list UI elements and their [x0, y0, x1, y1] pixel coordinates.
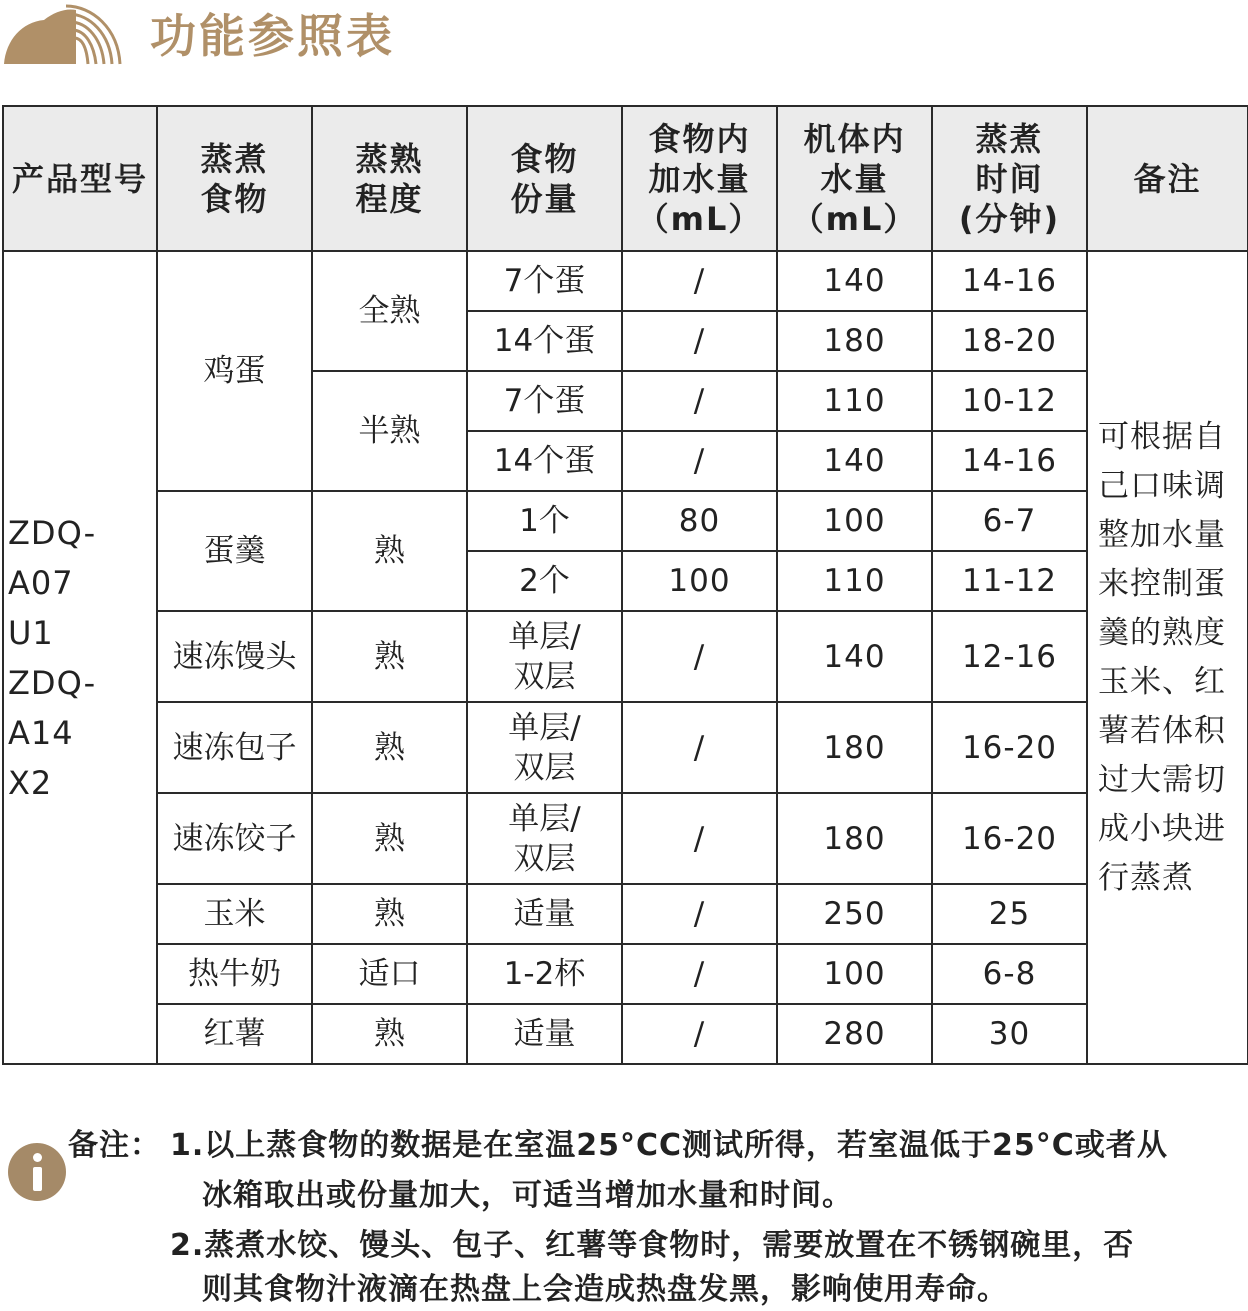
degree-cell: 适口 — [312, 944, 467, 1004]
food-water-cell: / — [622, 1004, 777, 1064]
portion-cell: 7个蛋 — [467, 371, 622, 431]
body-water-cell: 180 — [777, 793, 932, 884]
table-row — [3, 884, 1248, 944]
page-title: 功能参照表 — [150, 9, 395, 63]
degree-cell: 半熟 — [312, 371, 467, 491]
food-water-cell: / — [622, 884, 777, 944]
model-cell: ZDQ-A07 U1 ZDQ-A14 X2 — [3, 251, 157, 1064]
portion-cell: 单层/ 双层 — [467, 702, 622, 793]
food-cell: 蛋羹 — [157, 491, 312, 611]
table-row — [3, 611, 1248, 702]
body-water-cell: 280 — [777, 1004, 932, 1064]
food-water-cell: / — [622, 611, 777, 702]
body-water-cell: 180 — [777, 311, 932, 371]
portion-cell: 适量 — [467, 1004, 622, 1064]
table-row — [3, 491, 1248, 551]
time-cell: 14-16 — [932, 431, 1087, 491]
footnote-1-line-1: 1.以上蒸食物的数据是在室温25°CC测试所得，若室温低于25°C或者从 — [170, 1128, 1168, 1163]
footnote-2-line-2: 则其食物汁液滴在热盘上会造成热盘发黑，影响使用寿命。 — [202, 1272, 1008, 1307]
food-cell: 速冻馒头 — [157, 611, 312, 702]
degree-cell: 熟 — [312, 884, 467, 944]
time-cell: 18-20 — [932, 311, 1087, 371]
body-water-cell: 100 — [777, 491, 932, 551]
degree-cell: 全熟 — [312, 251, 467, 371]
food-water-cell: / — [622, 944, 777, 1004]
footnote-2-line-1: 2.蒸煮水饺、馒头、包子、红薯等食物时，需要放置在不锈钢碗里，否 — [170, 1228, 1135, 1263]
body-water-cell: 100 — [777, 944, 932, 1004]
table-header-row — [3, 106, 1248, 251]
time-cell: 12-16 — [932, 611, 1087, 702]
food-cell: 鸡蛋 — [157, 251, 312, 491]
food-cell: 速冻饺子 — [157, 793, 312, 884]
food-water-cell: 80 — [622, 491, 777, 551]
food-cell: 速冻包子 — [157, 702, 312, 793]
time-cell: 14-16 — [932, 251, 1087, 311]
food-water-cell: / — [622, 371, 777, 431]
brand-logo-icon — [0, 0, 130, 70]
portion-cell: 1-2杯 — [467, 944, 622, 1004]
food-cell: 玉米 — [157, 884, 312, 944]
info-icon — [8, 1143, 66, 1201]
portion-cell: 7个蛋 — [467, 251, 622, 311]
degree-cell: 熟 — [312, 1004, 467, 1064]
food-cell: 热牛奶 — [157, 944, 312, 1004]
portion-cell: 单层/ 双层 — [467, 611, 622, 702]
time-cell: 11-12 — [932, 551, 1087, 611]
body-water-cell: 110 — [777, 551, 932, 611]
degree-cell: 熟 — [312, 611, 467, 702]
portion-cell: 2个 — [467, 551, 622, 611]
table-row — [3, 251, 1248, 311]
header-food: 蒸煮 食物 — [157, 106, 312, 251]
header-model: 产品型号 — [3, 106, 157, 251]
header-degree: 蒸熟 程度 — [312, 106, 467, 251]
portion-cell: 14个蛋 — [467, 311, 622, 371]
table-row — [3, 793, 1248, 884]
degree-cell: 熟 — [312, 793, 467, 884]
food-water-cell: / — [622, 793, 777, 884]
food-water-cell: / — [622, 251, 777, 311]
time-cell: 6-8 — [932, 944, 1087, 1004]
footnote-1-line-2: 冰箱取出或份量加大，可适当增加水量和时间。 — [202, 1178, 853, 1213]
header-portion: 食物 份量 — [467, 106, 622, 251]
header-food-water: 食物内 加水量 （mL） — [622, 106, 777, 251]
portion-cell: 1个 — [467, 491, 622, 551]
time-cell: 10-12 — [932, 371, 1087, 431]
header-body-water: 机体内 水量 （mL） — [777, 106, 932, 251]
header-notes: 备注 — [1087, 106, 1248, 251]
portion-cell: 单层/ 双层 — [467, 793, 622, 884]
degree-cell: 熟 — [312, 491, 467, 611]
body-water-cell: 110 — [777, 371, 932, 431]
time-cell: 6-7 — [932, 491, 1087, 551]
food-water-cell: 100 — [622, 551, 777, 611]
time-cell: 16-20 — [932, 793, 1087, 884]
food-cell: 红薯 — [157, 1004, 312, 1064]
portion-cell: 适量 — [467, 884, 622, 944]
table-row — [3, 1004, 1248, 1064]
table-row — [3, 944, 1248, 1004]
page-header — [0, 0, 1248, 80]
time-cell: 30 — [932, 1004, 1087, 1064]
time-cell: 25 — [932, 884, 1087, 944]
portion-cell: 14个蛋 — [467, 431, 622, 491]
table-row — [3, 702, 1248, 793]
footnote-label: 备注： — [68, 1128, 161, 1163]
body-water-cell: 180 — [777, 702, 932, 793]
notes-cell: 可根据自 己口味调 整加水量 来控制蛋 羹的熟度 玉米、红 薯若体积 过大需切 成小块进 行蒸煮 — [1087, 251, 1248, 1064]
body-water-cell: 140 — [777, 431, 932, 491]
header-time: 蒸煮 时间 (分钟) — [932, 106, 1087, 251]
function-reference-table — [2, 105, 1248, 1065]
food-water-cell: / — [622, 431, 777, 491]
body-water-cell: 140 — [777, 251, 932, 311]
body-water-cell: 140 — [777, 611, 932, 702]
degree-cell: 熟 — [312, 702, 467, 793]
time-cell: 16-20 — [932, 702, 1087, 793]
food-water-cell: / — [622, 702, 777, 793]
body-water-cell: 250 — [777, 884, 932, 944]
food-water-cell: / — [622, 311, 777, 371]
